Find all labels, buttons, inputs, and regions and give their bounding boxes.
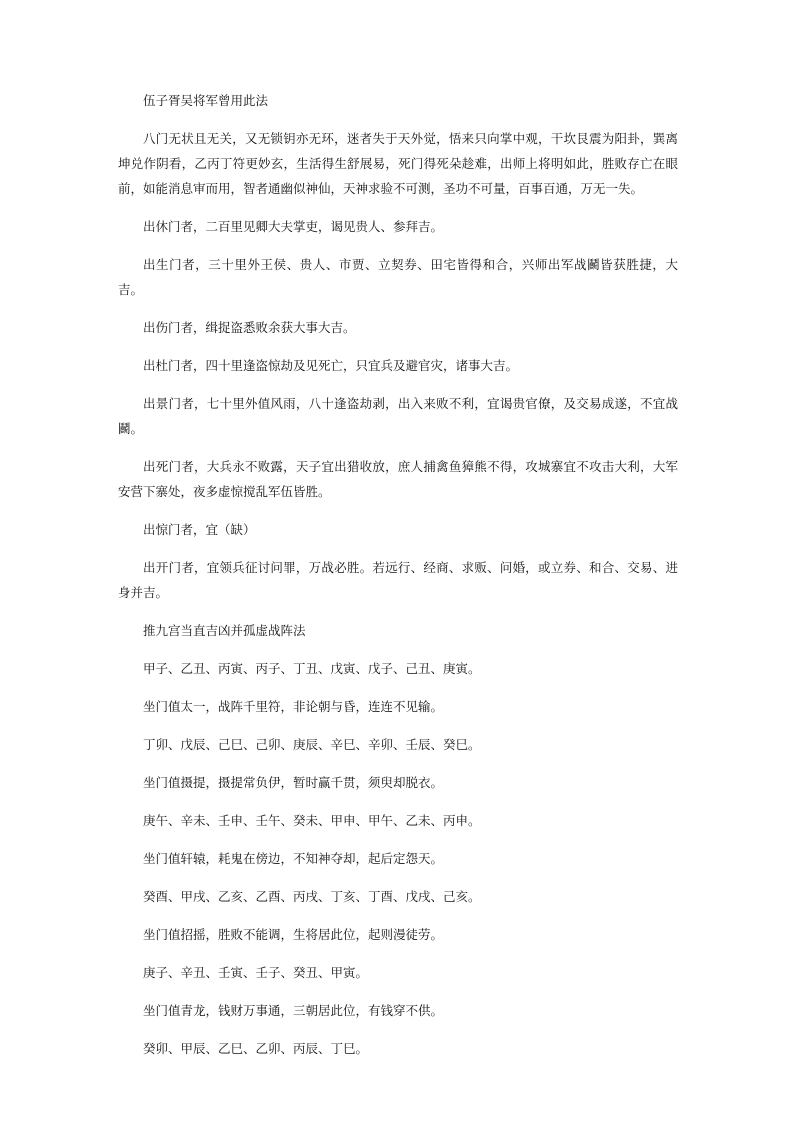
paragraph-xiu-gate: 出休门者，二百里见卿大夫掌吏，谒见贵人、参拜吉。 bbox=[143, 219, 444, 234]
ganzhi-list: 丁卯、戊辰、己巳、己卯、庚辰、辛巳、辛卯、壬辰、癸巳。 bbox=[143, 737, 481, 752]
document-body bbox=[118, 88, 678, 1061]
verse-line: 坐门值青龙，钱财万事通，三朝居此位，有钱穿不供。 bbox=[143, 1003, 444, 1018]
paragraph-jing-fright-gate: 出惊门者，宜（缺） bbox=[143, 522, 256, 537]
paragraph-jing-gate: 出景门者，七十里外值风雨，八十逢盗劫剥，出入来败不利，宜谒贵官僚，及交易成遂，不宜战鬬。 bbox=[118, 396, 678, 436]
ganzhi-list: 庚子、辛丑、壬寅、壬子、癸丑、甲寅。 bbox=[143, 965, 369, 980]
verse-line: 坐门值招摇，胜败不能调，生将居此位，起则漫徒劳。 bbox=[143, 927, 444, 942]
paragraph-sheng-gate: 出生门者，三十里外王侯、贵人、市贾、立契券、田宅皆得和合，兴师出军战鬬皆获胜捷，大吉。 bbox=[118, 257, 678, 297]
paragraph-shang-gate: 出伤门者，缉捉盗悉败余获大事大吉。 bbox=[143, 320, 356, 335]
ganzhi-list: 甲子、乙丑、丙寅、丙子、丁丑、戊寅、戊子、己丑、庚寅。 bbox=[143, 661, 481, 676]
paragraph-si-gate: 出死门者，大兵永不败露，天子宜出猎收放，庶人捕禽鱼獐熊不得，攻城寨宜不攻击大利，大军安营下寨处，夜多虚惊搅乱军伍皆胜。 bbox=[118, 459, 678, 499]
ganzhi-list: 癸酉、甲戌、乙亥、乙酉、丙戌、丁亥、丁酉、戊戌、己亥。 bbox=[143, 889, 481, 904]
section-heading: 伍子胥吴将军曾用此法 bbox=[143, 93, 269, 108]
verse-line: 坐门值太一，战阵千里符，非论朝与昏，连连不见输。 bbox=[143, 699, 444, 714]
ganzhi-list: 庚午、辛未、壬申、壬午、癸未、甲申、甲午、乙未、丙申。 bbox=[143, 813, 481, 828]
verse-paragraph: 八门无状且无关，又无锁钥亦无环，迷者失于天外觉，悟来只向掌中观，干坎艮震为阳卦，巽离坤兑作阴看，乙丙丁符更妙玄，生活得生舒展易，死门得死朵趁难，出师上将明如此，胜败存亡在眼前，如能消息审而用，智者通幽似神仙，天神求验不可测，圣功不可量，百事百通，万无一失。 bbox=[118, 131, 678, 196]
section-heading: 推九宫当直吉凶并孤虚战阵法 bbox=[143, 623, 306, 638]
verse-line: 坐门值轩辕，耗鬼在傍边，不知神夺却，起后定怨天。 bbox=[143, 851, 444, 866]
paragraph-du-gate: 出杜门者，四十里逢盗惊劫及见死亡，只宜兵及避官灾，诸事大吉。 bbox=[143, 358, 519, 373]
verse-line: 坐门值摄提，摄提常负伊，暂时赢千贯，须臾却脱衣。 bbox=[143, 775, 444, 790]
paragraph-kai-gate: 出开门者，宜领兵征讨问罪，万战必胜。若远行、经商、求贩、问婚，或立券、和合、交易、进身并吉。 bbox=[118, 560, 678, 600]
ganzhi-list: 癸卯、甲辰、乙巳、乙卯、丙辰、丁巳。 bbox=[143, 1041, 369, 1056]
